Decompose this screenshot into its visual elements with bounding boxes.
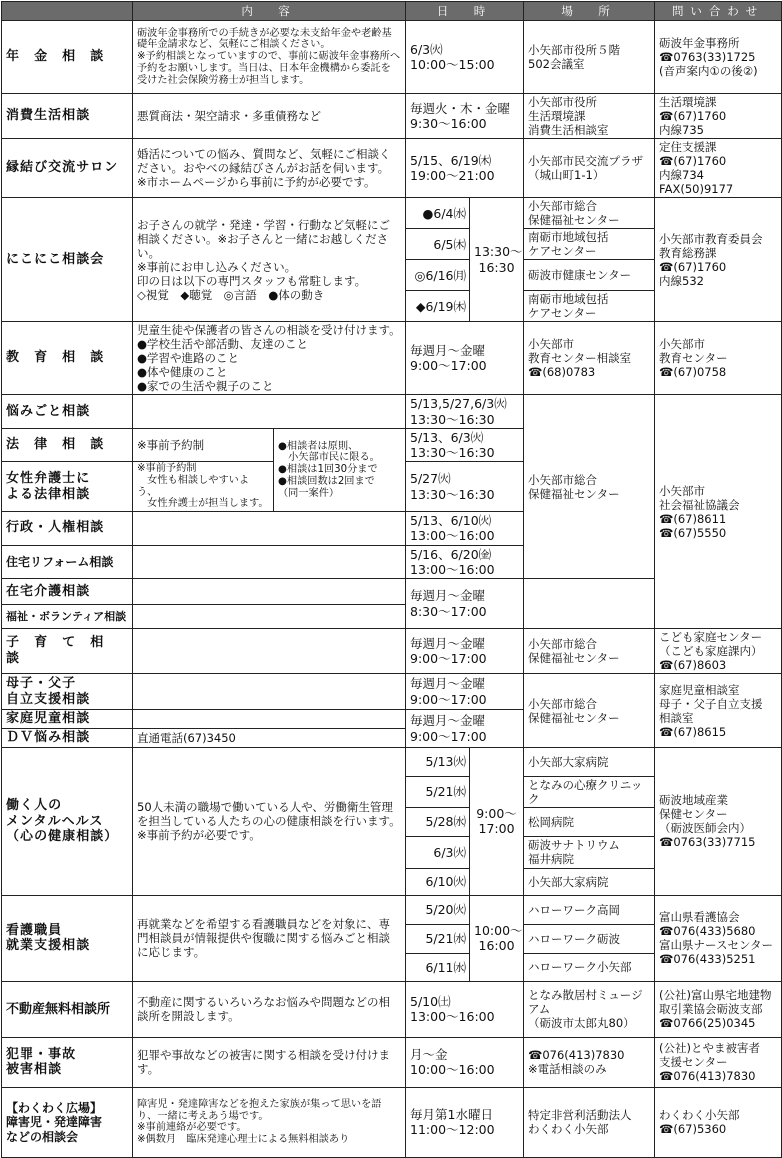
row-title: 悩みごと相談 (2, 395, 133, 429)
row-place: 小矢部市総合 保健福祉センター (524, 395, 655, 579)
table-row (2, 747, 782, 776)
row-contact: 砺波年金事務所 ☎0763(33)1725 (音声案内①の後②) (655, 21, 782, 94)
row-content: ※事前予約制 (133, 428, 274, 462)
row-content-empty (133, 605, 406, 629)
row-date: ◆6/19㈭ (406, 291, 470, 322)
row-contact: 小矢部市 教育センター ☎(67)0758 (655, 322, 782, 395)
row-contact: 家庭児童相談室 母子・父子自立支援 相談室 ☎(67)8615 (655, 674, 782, 748)
row-content: 50人未満の職場で働いている人や、労働衛生管理を担当している人たちの心の健康相談を行います。 ※事前予約が必要です。 (133, 747, 406, 895)
row-title: 母子・父子 自立支援相談 (2, 674, 133, 710)
row-title: 年 金 相 談 (2, 21, 133, 94)
row-date: 5/13㈫ (406, 747, 470, 776)
row-title: 不動産無料相談所 (2, 981, 133, 1037)
row-content-empty (133, 395, 406, 429)
row-place: 砺波サナトリウム 福井病院 (524, 836, 655, 868)
row-title: ＤＶ悩み相談 (2, 729, 133, 748)
row-content-empty (133, 545, 406, 579)
row-date: 5/21㈬ (406, 776, 470, 807)
row-title: 福祉・ボランティア相談 (2, 605, 133, 629)
row-contact: 小矢部市 社会福祉協議会 ☎(67)8611 ☎(67)5550 (655, 395, 782, 629)
row-title: 看護職員 就業支援相談 (2, 895, 133, 981)
row-place: 小矢部市総合 保健福祉センター (524, 629, 655, 674)
row-contact: 砺波地域産業 保健センター （砺波医師会内） ☎0763(33)7715 (655, 747, 782, 895)
row-note: ●相談者は原則、 小矢部市民に限る。 ●相談は1回30分まで ●相談回数は2回まで （同一案件） (274, 428, 406, 511)
row-title: 法 律 相 談 (2, 428, 133, 462)
row-date: 毎週火・木・金曜 9:30〜16:00 (406, 94, 524, 139)
table-row (2, 981, 782, 1037)
row-content-empty (133, 710, 406, 729)
row-title: 女性弁護士に よる法律相談 (2, 462, 133, 512)
row-date: 6/5㈭ (406, 229, 470, 260)
header-basho: 場 所 (524, 2, 655, 21)
consultation-schedule-table (1, 1, 782, 1158)
table-header-row (2, 2, 782, 21)
row-title: 【わくわく広場】 障害児・発達障害 などの相談会 (2, 1087, 133, 1157)
row-date: 5/10㈯ 13:00〜16:00 (406, 981, 524, 1037)
row-date: ●6/4㈬ (406, 198, 470, 229)
row-place: 南砺市地域包括 ケアセンター (524, 291, 655, 322)
row-content: 悪質商法・架空請求・多重債務など (133, 94, 406, 139)
row-title: 働く人の メンタルヘルス （心の健康相談） (2, 747, 133, 895)
row-date: 毎月第1水曜日 11:00〜12:00 (406, 1087, 524, 1157)
table-row (2, 21, 782, 94)
row-title: 住宅リフォーム相談 (2, 545, 133, 579)
row-date: 毎週月〜金曜 9:00〜17:00 (406, 322, 524, 395)
row-content: 婚活についての悩み、質問など、気軽にご相談ください。おやべの縁結びさんがお話を伺います。 ※市ホームページから事前に予約が必要です。 (133, 139, 406, 198)
row-date: 6/3㈫ 10:00〜15:00 (406, 21, 524, 94)
row-title: 在宅介護相談 (2, 579, 133, 605)
row-content: 犯罪や事故などの被害に関する相談を受け付けます。 (133, 1037, 406, 1087)
table-row (2, 1037, 782, 1087)
row-title: 子 育 て 相 談 (2, 629, 133, 674)
row-contact: こども家庭センター （こども家庭課内） ☎(67)8603 (655, 629, 782, 674)
row-time: 13:30〜 16:30 (470, 198, 524, 322)
row-content: 再就業などを希望する看護職員などを対象に、専門相談員が情報提供や復職に関する悩みごと相談に応じます。 (133, 895, 406, 981)
row-date: 5/13、6/3㈫ 13:30〜16:30 (406, 428, 524, 462)
row-content: 児童生徒や保護者の皆さんの相談を受け付けます。 ●学校生活や部活動、友達のこと ●学習や進路のこと ●体や健康のこと ●家での生活や親子のこと (133, 322, 406, 395)
row-content-empty (133, 512, 406, 546)
row-contact: わくわく小矢部 ☎(67)5360 (655, 1087, 782, 1157)
row-contact: 富山県看護協会 ☎076(433)5680 富山県ナースセンター ☎076(433)5251 (655, 895, 782, 981)
row-date: 毎週月〜金曜 9:00〜17:00 (406, 629, 524, 674)
row-title: 縁結び交流サロン (2, 139, 133, 198)
row-place: 小矢部市 教育センター相談室 ☎(68)0783 (524, 322, 655, 395)
row-content-empty (133, 579, 406, 605)
row-place: 小矢部市役所５階 502会議室 (524, 21, 655, 94)
row-date: 5/27㈫ 13:30〜16:30 (406, 462, 524, 512)
table-row (2, 322, 782, 395)
row-place: 小矢部大家病院 (524, 868, 655, 895)
row-date: 5/13、6/10㈫ 13:00〜16:00 (406, 512, 524, 546)
table-row (2, 629, 782, 674)
row-place: ハローワーク砺波 (524, 924, 655, 953)
row-place: 小矢部大家病院 (524, 747, 655, 776)
table-row (2, 674, 782, 710)
row-title: 行政・人権相談 (2, 512, 133, 546)
table-row (2, 94, 782, 139)
row-title: 消費生活相談 (2, 94, 133, 139)
row-date: 月〜金 10:00〜16:00 (406, 1037, 524, 1087)
row-place: ☎076(413)7830 ※電話相談のみ (524, 1037, 655, 1087)
row-content: 直通電話(67)3450 (133, 729, 406, 748)
row-contact: 定住支援課 ☎(67)1760 内線734 FAX(50)9177 (655, 139, 782, 198)
row-place: となみ散居村ミュージアム （砺波市太郎丸80） (524, 981, 655, 1037)
row-content: ※事前予約制 女性も相談しやすいよう、 女性弁護士が担当します。 (133, 462, 274, 512)
row-contact: (公社)とやま被害者 支援センター ☎076(413)7830 (655, 1037, 782, 1087)
header-naiyou: 内 容 (133, 2, 406, 21)
row-date: 毎週月〜金曜 9:00〜17:00 (406, 710, 524, 748)
row-place: 小矢部市役所 生活環境課 消費生活相談室 (524, 94, 655, 139)
table-row (2, 1087, 782, 1157)
row-content: お子さんの就学・発達・学習・行動など気軽にご相談ください。※お子さんと一緒にお越しください。 ※事前にお申し込みください。 印の日は以下の専門スタッフも常駐します。 ◇視覚 ◆聴覚 ◎言語 ●体の動き (133, 198, 406, 322)
row-date: 5/21㈬ (406, 924, 470, 953)
row-content: 障害児・発達障害などを抱えた家族が集って思いを語り、一緒に考えあう場です。 ※事前連絡が必要です。 ※偶数月 臨床発達心理士による無料相談あり (133, 1087, 406, 1157)
row-place: 小矢部市民交流プラザ（城山町1-1） (524, 139, 655, 198)
row-place: となみの心療クリニック (524, 776, 655, 807)
row-place: 小矢部市総合 保健福祉センター (524, 674, 655, 748)
row-title: にこにこ相談会 (2, 198, 133, 322)
table-row (2, 198, 782, 229)
row-date: 毎週月〜金曜 9:00〜17:00 (406, 674, 524, 710)
row-date: 6/3㈫ (406, 836, 470, 868)
row-place: 松岡病院 (524, 807, 655, 836)
row-place: ハローワーク高岡 (524, 895, 655, 924)
row-place-empty (524, 579, 655, 629)
row-contact: 小矢部市教育委員会 教育総務課 ☎(67)1760 内線532 (655, 198, 782, 322)
row-time: 10:00〜 16:00 (470, 895, 524, 981)
row-date: 6/11㈬ (406, 953, 470, 981)
row-place: ハローワーク小矢部 (524, 953, 655, 981)
row-date: 5/20㈫ (406, 895, 470, 924)
row-title: 教 育 相 談 (2, 322, 133, 395)
row-date: 毎週月〜金曜 8:30〜17:00 (406, 579, 524, 629)
row-date: 5/15、6/19㈭ 19:00〜21:00 (406, 139, 524, 198)
table-row (2, 895, 782, 924)
row-title: 家庭児童相談 (2, 710, 133, 729)
row-time: 9:00〜 17:00 (470, 747, 524, 895)
row-place: 南砺市地域包括 ケアセンター (524, 229, 655, 260)
row-place: 砺波市健康センター (524, 260, 655, 291)
row-content: 砺波年金事務所での手続きが必要な未支給年金や老齢基礎年金請求など、気軽にご相談ください。 ※予約相談となっていますので、事前に砺波年金事務所へ予約をお願いします。当日は、日本年金機構から委託を受けた社会保険労務士が担当します。 (133, 21, 406, 94)
row-contact: 生活環境課 ☎(67)1760 内線735 (655, 94, 782, 139)
row-content: 不動産に関するいろいろなお悩みや問題などの相談所を開設します。 (133, 981, 406, 1037)
header-toiawase: 問い合わせ (655, 2, 782, 21)
row-content-empty (133, 674, 406, 710)
header-nichiji: 日 時 (406, 2, 524, 21)
row-contact: (公社)富山県宅地建物 取引業協会砺波支部 ☎0766(25)0345 (655, 981, 782, 1037)
table-row (2, 139, 782, 198)
row-date: 5/28㈬ (406, 807, 470, 836)
row-date: ◎6/16㈪ (406, 260, 470, 291)
row-place: 小矢部市総合 保健福祉センター (524, 198, 655, 229)
table-row (2, 395, 782, 429)
row-date: 5/16、6/20㈮ 13:00〜16:00 (406, 545, 524, 579)
row-date: 6/10㈫ (406, 868, 470, 895)
row-date: 5/13,5/27,6/3㈫ 13:30〜16:30 (406, 395, 524, 429)
row-title: 犯罪・事故 被害相談 (2, 1037, 133, 1087)
row-content-empty (133, 629, 406, 674)
row-place: 特定非営利活動法人 わくわく小矢部 (524, 1087, 655, 1157)
